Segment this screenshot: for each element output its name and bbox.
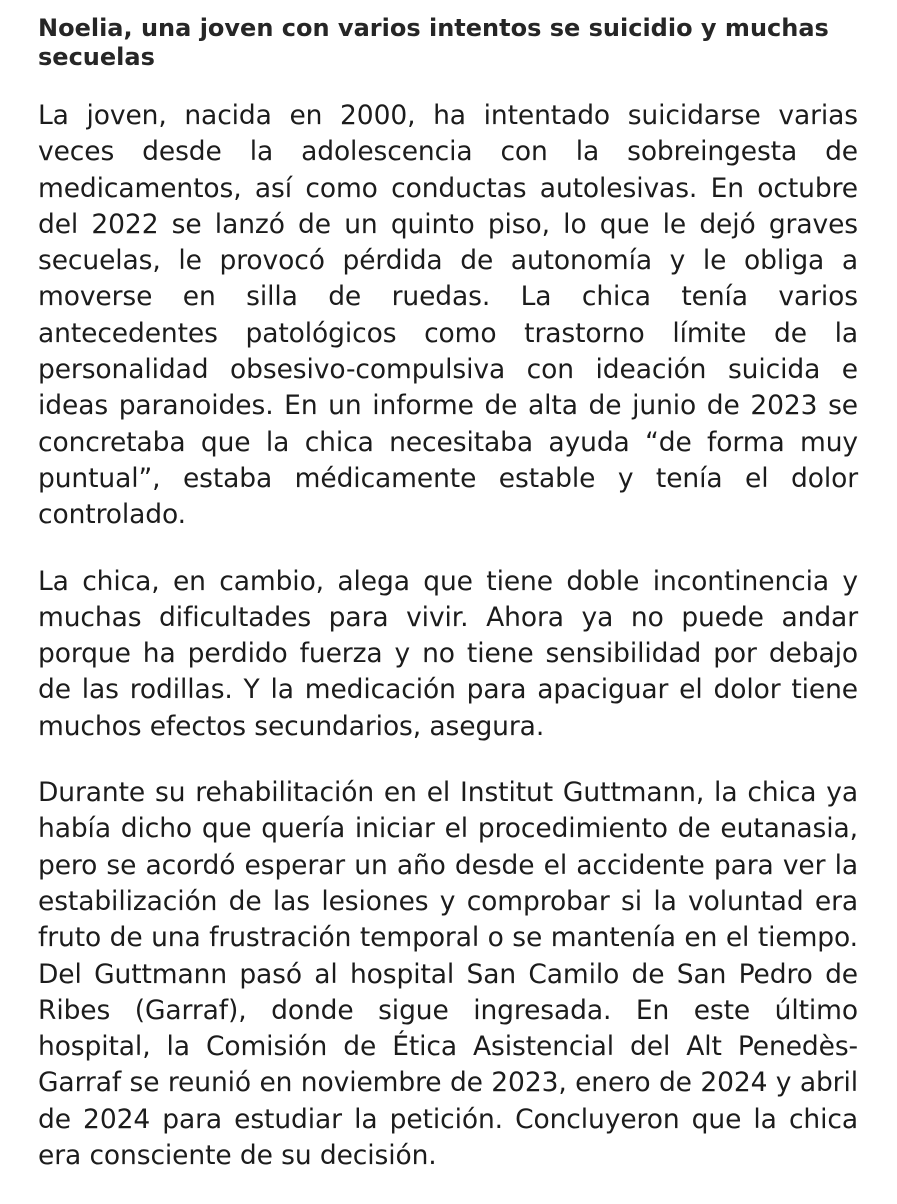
article-paragraph-3: Durante su rehabilitación en el Institut Guttmann, la chica ya había dicho que quería iniciar el procedimiento de eutanasia, pero se acordó esperar un año desde el accidente para ver la estabilización de las lesiones y comprobar si la voluntad era fruto de una frustración temporal o se mantenía en el tiempo. Del Guttmann pasó al hospital San Camilo de San Pedro de Ribes (Garraf), donde sigue ingresada. En este último hospital, la Comisión de Ética Asistencial del Alt Penedès-Garraf se reunió en noviembre de 2023, enero de 2024 y abril de 2024 para estudiar la petición. Concluyeron que la chica era consciente de su decisión. bbox=[38, 777, 858, 1172]
article-paragraph-1: La joven, nacida en 2000, ha intentado suicidarse varias veces desde la adolescencia con la sobreingesta de medicamentos, así como conductas autolesivas. En octubre del 2022 se lanzó de un quinto piso, lo que le dejó graves secuelas, le provocó pérdida de autonomía y le obliga a moverse en silla de ruedas. La chica tenía varios antecedentes patológicos como trastorno límite de la personalidad obsesivo-compulsiva con ideación suicida e ideas paranoides. En un informe de alta de junio de 2023 se concretaba que la chica necesitaba ayuda “de forma muy puntual”, estaba médicamente estable y tenía el dolor controlado. bbox=[38, 100, 858, 531]
article-headline: Noelia, una joven con varios intentos se suicidio y muchas secuelas bbox=[38, 14, 829, 71]
article bbox=[38, 14, 858, 1204]
article-paragraph-2: La chica, en cambio, alega que tiene doble incontinencia y muchas dificultades para vivir. Ahora ya no puede andar porque ha perdido fuerza y no tiene sensibilidad por debajo de las rodillas. Y la medicación para apaciguar el dolor tiene muchos efectos secundarios, asegura. bbox=[38, 565, 858, 742]
